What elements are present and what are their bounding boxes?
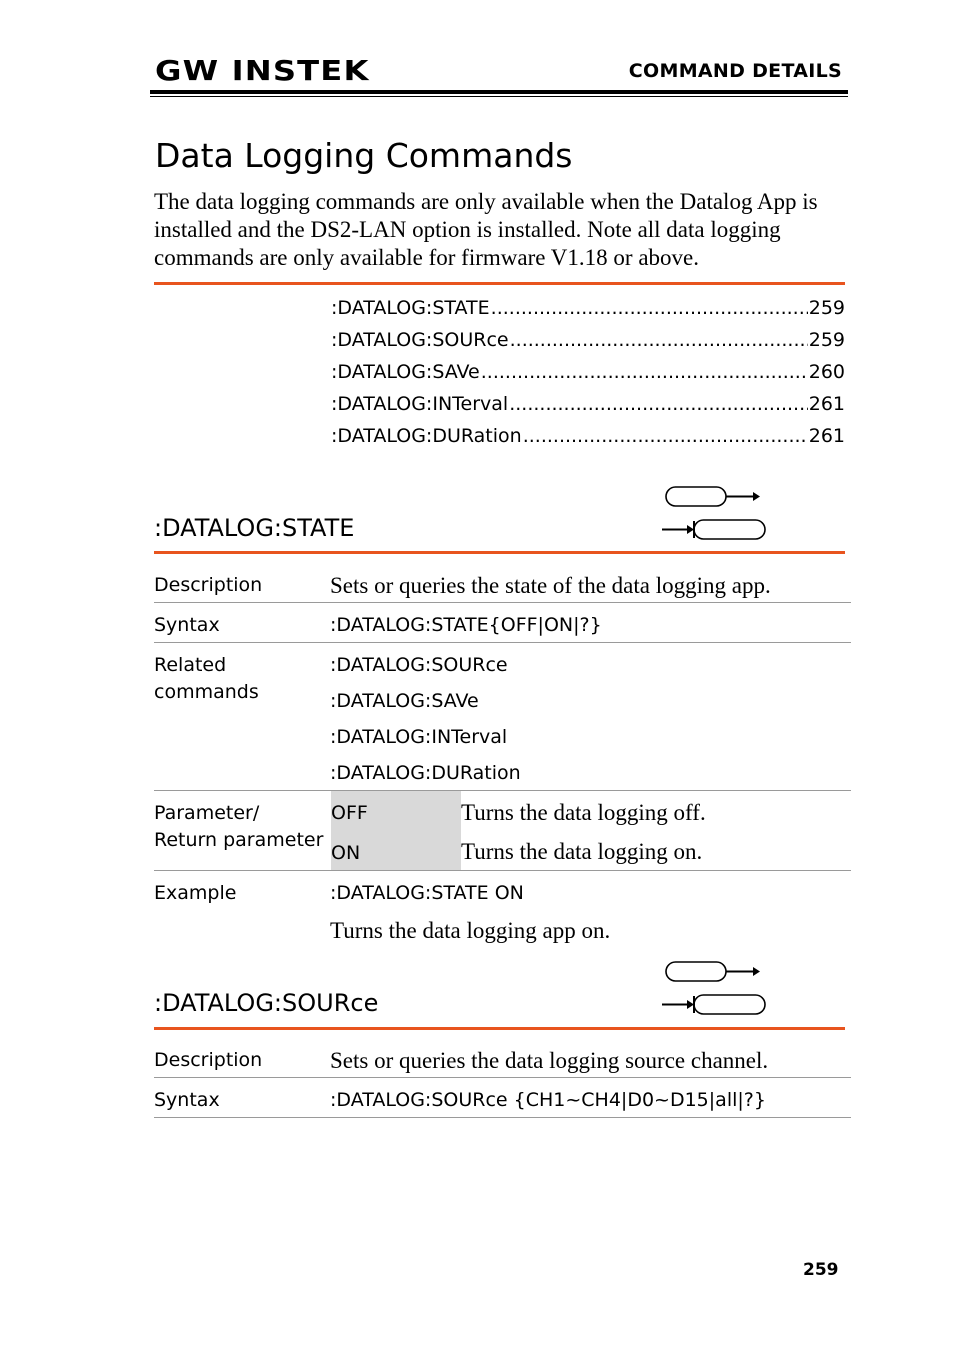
command-toc bbox=[331, 297, 845, 457]
syntax-text: :DATALOG:SOURce {CH1~CH4|D0~D15|all|?} bbox=[330, 1089, 766, 1111]
example-label: Example bbox=[154, 882, 237, 904]
page-title: Data Logging Commands bbox=[155, 136, 573, 175]
header-rule bbox=[150, 90, 848, 94]
example-description: Turns the data logging app on. bbox=[330, 918, 611, 943]
toc-label: :DATALOG:STATE bbox=[331, 297, 490, 319]
related-command[interactable]: :DATALOG:SOURce bbox=[330, 654, 508, 676]
toc-label: :DATALOG:DURation bbox=[331, 425, 522, 447]
toc-label: :DATALOG:INTerval bbox=[331, 393, 509, 415]
set-command-icon bbox=[666, 487, 760, 506]
toc-page: 259 bbox=[808, 329, 845, 351]
page-number: 259 bbox=[803, 1260, 839, 1280]
description-text: Sets or queries the data logging source channel. bbox=[330, 1048, 769, 1073]
toc-label: :DATALOG:SOURce bbox=[331, 329, 509, 351]
header-rule-thin bbox=[150, 96, 848, 97]
set-command-icon bbox=[666, 962, 760, 981]
description-label: Description bbox=[154, 1049, 263, 1071]
toc-item[interactable] bbox=[331, 297, 845, 329]
toc-item[interactable] bbox=[331, 329, 845, 361]
toc-page: 261 bbox=[808, 393, 845, 415]
syntax-label: Syntax bbox=[154, 1089, 220, 1111]
parameter-label: Parameter/ Return parameter bbox=[154, 802, 324, 851]
param-on: ON bbox=[331, 842, 361, 864]
toc-dots bbox=[491, 297, 808, 319]
syntax-text: :DATALOG:STATE{OFF|ON|?} bbox=[330, 614, 602, 636]
row-divider bbox=[154, 1077, 851, 1078]
related-command[interactable]: :DATALOG:INTerval bbox=[330, 726, 508, 748]
example-command: :DATALOG:STATE ON bbox=[330, 882, 524, 904]
toc-page: 261 bbox=[808, 425, 845, 447]
row-divider bbox=[154, 602, 851, 603]
toc-page: 259 bbox=[808, 297, 845, 319]
toc-dots bbox=[523, 425, 808, 447]
section-heading-source: :DATALOG:SOURce bbox=[154, 989, 379, 1017]
section-divider bbox=[154, 551, 845, 554]
intro-paragraph: The data logging commands are only available when the Datalog App is installed and the DS2-LAN option is installed. Note all data logging commands are only available for firmware V1.18 or above. bbox=[154, 189, 818, 270]
row-divider bbox=[154, 1117, 851, 1118]
related-command[interactable]: :DATALOG:DURation bbox=[330, 762, 521, 784]
row-divider bbox=[154, 642, 851, 643]
related-command[interactable]: :DATALOG:SAVe bbox=[330, 690, 479, 712]
param-off-desc: Turns the data logging off. bbox=[461, 800, 706, 825]
syntax-label: Syntax bbox=[154, 614, 220, 636]
section-label: COMMAND DETAILS bbox=[628, 60, 842, 82]
toc-dots bbox=[510, 329, 808, 351]
param-off: OFF bbox=[331, 802, 368, 824]
toc-dots bbox=[481, 361, 808, 383]
toc-item[interactable] bbox=[331, 393, 845, 425]
toc-item[interactable] bbox=[331, 425, 845, 457]
section-heading-state: :DATALOG:STATE bbox=[154, 514, 355, 542]
description-label: Description bbox=[154, 574, 263, 596]
row-divider bbox=[154, 870, 851, 871]
related-label: Related commands bbox=[154, 654, 259, 703]
row-divider bbox=[154, 790, 851, 791]
toc-dots bbox=[509, 393, 808, 415]
set-query-icons bbox=[660, 484, 770, 542]
description-text: Sets or queries the state of the data logging app. bbox=[330, 573, 771, 598]
param-on-desc: Turns the data logging on. bbox=[461, 839, 703, 864]
toc-label: :DATALOG:SAVe bbox=[331, 361, 480, 383]
query-command-icon bbox=[662, 995, 765, 1014]
intro-divider bbox=[154, 282, 845, 285]
section-divider bbox=[154, 1027, 845, 1030]
query-command-icon bbox=[662, 520, 765, 539]
toc-item[interactable] bbox=[331, 361, 845, 393]
brand-logo: GW INSTEK bbox=[155, 54, 370, 87]
toc-page: 260 bbox=[808, 361, 845, 383]
set-query-icons bbox=[660, 959, 770, 1017]
